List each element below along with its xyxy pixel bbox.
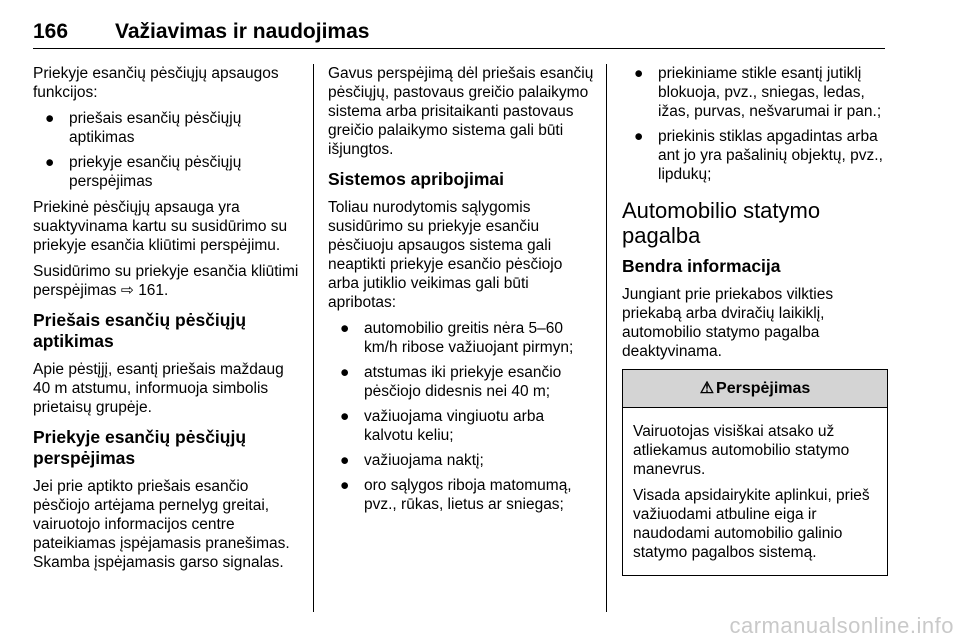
bullet-icon: ● [340,452,350,469]
bullet-icon: ● [340,408,350,425]
bullet-icon: ● [45,110,55,127]
list-item: ● atstumas iki priekyje esančio pėsčiojo didesnis nei 40 m; [340,364,562,400]
bullet-icon: ● [340,320,350,337]
functions-intro: Priekyje esančių pėsčiųjų apsaugos funkcijos: [33,65,279,101]
cross-reference-paragraph: Susidūrimo su priekyje esančia kliūtimi perspėjimas ⇨ 161. [33,263,299,299]
warning-box-header [623,370,887,408]
watermark: carmanualsonline.info [729,613,954,638]
page-header [33,12,885,49]
activation-paragraph: Priekinė pėsčiųjų apsauga yra suaktyvinama kartu su susidūrimo su priekyje esančia kliūtimi perspėjimu. [33,199,288,254]
bullet-icon: ● [45,154,55,171]
limitations-list [328,319,596,514]
section-heading-warning: Priekyje esančių pėsčiųjų perspėjimas [33,427,247,468]
column-divider-1 [313,64,314,612]
section-heading-general-info: Bendra informacija [622,256,781,276]
chapter-title: Važiavimas ir naudojimas [115,20,370,43]
list-item: ● priekiniame stikle esantį jutiklį blokuoja, pvz., sniegas, ledas, ižas, purvas, nešvarumai ir pan.; [634,65,882,120]
column-1 [33,64,301,579]
warning-box-body [623,408,887,575]
cruise-control-paragraph: Gavus perspėjimą dėl priešais esančių pėsčiųjų, pastovaus greičio palaikymo sistema arba prisitaikanti pastovaus greičio palaikymo sistema gali būti išjungtos. [328,65,594,158]
warning-paragraph: Jei prie aptikto priešais esančio pėsčiojo artėjama pernelyg greitai, vairuotojo informacijos centre pateikiamas įspėjamasis pranešimas. Skamba įspėjamasis garso signalas. [33,478,290,571]
warning-text-1: Vairuotojas visiškai atsako už atliekamus automobilio statymo manevrus. [633,423,850,478]
column-divider-2 [606,64,607,612]
section-heading-parking-assist: Automobilio statymo pagalba [622,198,821,248]
list-item: ● priekinis stiklas apgadintas arba ant jo yra pašalinių objektų, pvz., lipdukų; [634,128,883,183]
warning-title: Perspėjimas [716,380,811,397]
section-heading-limitations: Sistemos apribojimai [328,169,505,189]
list-item: ● oro sąlygos riboja matomumą, pvz., rūkas, lietus ar sniegas; [340,477,572,513]
detection-paragraph: Apie pėstįjį, esantį priešais maždaug 40 m atstumu, informuoja simbolis prietaisų grupėje. [33,361,284,416]
section-heading-detection: Priešais esančių pėsčiųjų aptikimas [33,310,247,351]
bullet-icon: ● [340,364,350,381]
limitations-intro: Toliau nurodytomis sąlygomis susidūrimo su priekyje esančiu pėsčiuoju apsaugos sistema gali neaptikti priekyje esančio pėsčiojo arba jutiklio veikimas gali būti apribotas: [328,199,563,311]
column-3 [622,64,888,576]
warning-box [622,369,888,576]
page-number: 166 [33,20,69,43]
page-reference-link[interactable]: 161. [138,282,169,299]
warning-triangle-icon: ⚠ [699,380,715,397]
list-item: ● priešais esančių pėsčiųjų aptikimas [45,110,242,146]
bullet-icon: ● [634,128,644,145]
bullet-icon: ● [634,65,644,82]
warning-text-2: Visada apsidairykite aplinkui, prieš važiuodami atbuline eiga ir naudodami automobilio galinio statymo pagalbos sistemą. [633,487,870,561]
list-item: ● priekyje esančių pėsčiųjų perspėjimas [45,154,242,190]
limitations-list-continued [622,64,888,184]
bullet-icon: ● [340,477,350,494]
general-info-paragraph: Jungiant prie priekabos vilkties priekabą arba dviračių laikiklį, automobilio statymo pagalba deaktyvinama. [622,286,834,360]
list-item: ● automobilio greitis nėra 5–60 km/h ribose važiuojant pirmyn; [340,320,574,356]
list-item: ● važiuojama naktį; [340,452,484,469]
page-reference-icon: ⇨ [120,282,134,299]
list-item: ● važiuojama vingiuotu arba kalvotu keliu; [340,408,545,444]
column-2 [328,64,596,521]
functions-list [33,109,301,191]
